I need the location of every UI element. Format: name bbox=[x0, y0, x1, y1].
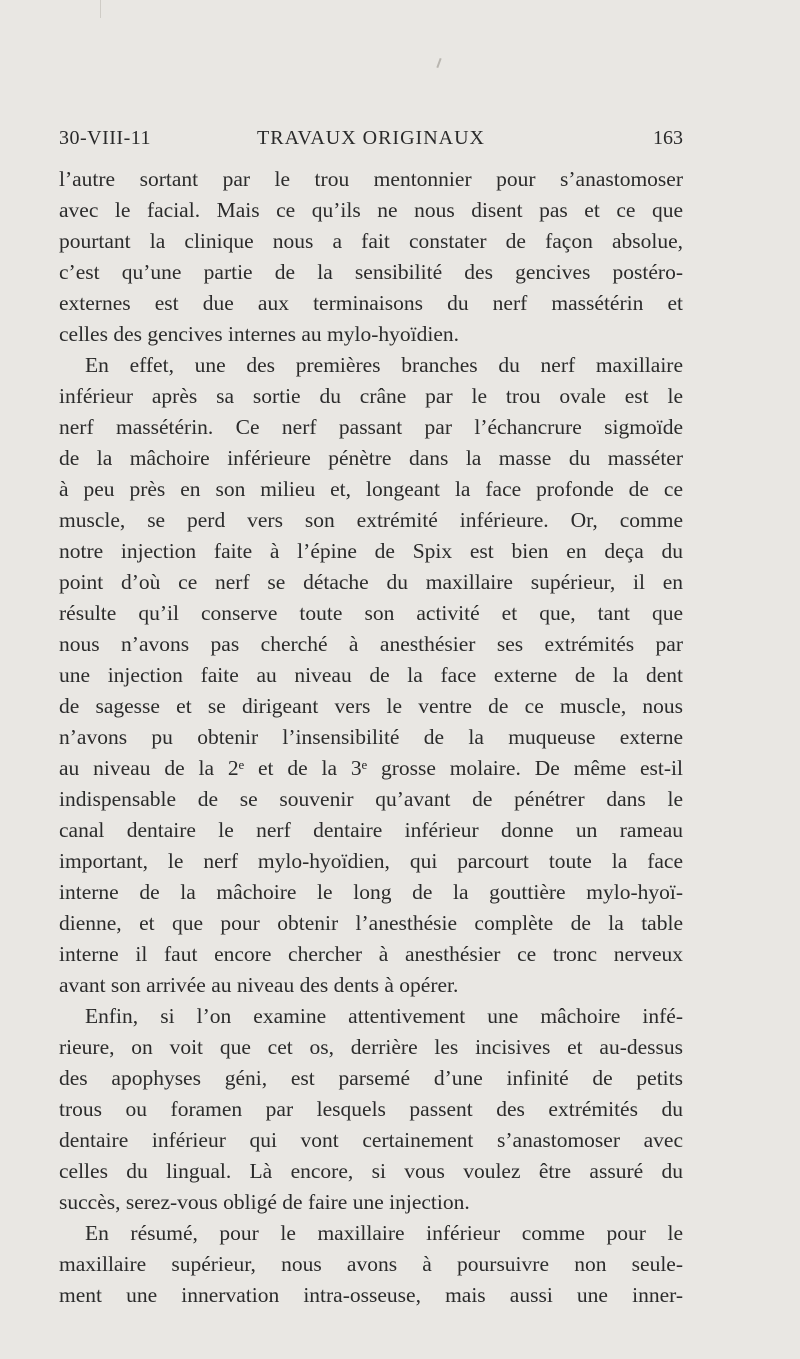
text-line: à peu près en son milieu et, longeant la face profonde de ce bbox=[59, 477, 683, 501]
text-line: Enfin, si l’on examine attentivement une mâchoire infé- bbox=[85, 1004, 683, 1028]
text-line: n’avons pu obtenir l’insensibilité de la muqueuse externe bbox=[59, 725, 683, 749]
text-line: interne de la mâchoire le long de la gouttière mylo-hyoï- bbox=[59, 880, 683, 904]
text-line: trous ou foramen par lesquels passent des extrémités du bbox=[59, 1097, 683, 1121]
page-number: 163 bbox=[653, 127, 683, 149]
text-line: notre injection faite à l’épine de Spix est bien en deça du bbox=[59, 539, 683, 563]
text-line: des apophyses géni, est parsemé d’une infinité de petits bbox=[59, 1066, 683, 1090]
text-line: celles des gencives internes au mylo-hyoïdien. bbox=[59, 322, 460, 346]
text-line: pourtant la clinique nous a fait constater de façon absolue, bbox=[59, 229, 683, 253]
text-line: dienne, et que pour obtenir l’anesthésie complète de la table bbox=[59, 911, 683, 935]
text-line: rieure, on voit que cet os, derrière les incisives et au-dessus bbox=[59, 1035, 683, 1059]
text-line: indispensable de se souvenir qu’avant de pénétrer dans le bbox=[59, 787, 683, 811]
text-line: ment une innervation intra-osseuse, mais aussi une inner- bbox=[59, 1283, 683, 1307]
text-line: muscle, se perd vers son extrémité inférieure. Or, comme bbox=[59, 508, 683, 532]
text-line: En effet, une des premières branches du nerf maxillaire bbox=[85, 353, 683, 377]
text-line: de sagesse et se dirigeant vers le ventre de ce muscle, nous bbox=[59, 694, 683, 718]
text-line: En résumé, pour le maxillaire inférieur comme pour le bbox=[85, 1221, 683, 1245]
text-line: une injection faite au niveau de la face externe de la dent bbox=[59, 663, 683, 687]
text-line: avant son arrivée au niveau des dents à opérer. bbox=[59, 973, 459, 997]
text-line: c’est qu’une partie de la sensibilité des gencives postéro- bbox=[59, 260, 683, 284]
text-line: de la mâchoire inférieure pénètre dans la masse du masséter bbox=[59, 446, 683, 470]
text-line: nerf massétérin. Ce nerf passant par l’échancrure sigmoïde bbox=[59, 415, 683, 439]
text-line: important, le nerf mylo-hyoïdien, qui parcourt toute la face bbox=[59, 849, 683, 873]
text-line: interne il faut encore chercher à anesthésier ce tronc nerveux bbox=[59, 942, 683, 966]
text-line: avec le facial. Mais ce qu’ils ne nous disent pas et ce que bbox=[59, 198, 683, 222]
paper-mark bbox=[100, 0, 101, 18]
paper-mark bbox=[436, 58, 441, 68]
header-issue-date: 30-VIII-11 bbox=[59, 127, 152, 149]
text-line: celles du lingual. Là encore, si vous voulez être assuré du bbox=[59, 1159, 683, 1183]
body-text bbox=[59, 164, 683, 1311]
text-line: point d’où ce nerf se détache du maxillaire supérieur, il en bbox=[59, 570, 683, 594]
header-section-title: TRAVAUX ORIGINAUX bbox=[257, 127, 485, 149]
text-line: au niveau de la 2ᵉ et de la 3ᵉ grosse molaire. De même est-il bbox=[59, 756, 683, 780]
text-line: l’autre sortant par le trou mentonnier pour s’anastomoser bbox=[59, 167, 683, 191]
text-line: maxillaire supérieur, nous avons à poursuivre non seule- bbox=[59, 1252, 683, 1276]
text-line: canal dentaire le nerf dentaire inférieur donne un rameau bbox=[59, 818, 683, 842]
text-line: inférieur après sa sortie du crâne par le trou ovale est le bbox=[59, 384, 683, 408]
text-line: résulte qu’il conserve toute son activité et que, tant que bbox=[59, 601, 683, 625]
text-line: nous n’avons pas cherché à anesthésier ses extrémités par bbox=[59, 632, 683, 656]
text-line: succès, serez-vous obligé de faire une injection. bbox=[59, 1190, 470, 1214]
text-line: externes est due aux terminaisons du nerf massétérin et bbox=[59, 291, 683, 315]
text-line: dentaire inférieur qui vont certainement s’anastomoser avec bbox=[59, 1128, 683, 1152]
running-header bbox=[59, 127, 683, 157]
